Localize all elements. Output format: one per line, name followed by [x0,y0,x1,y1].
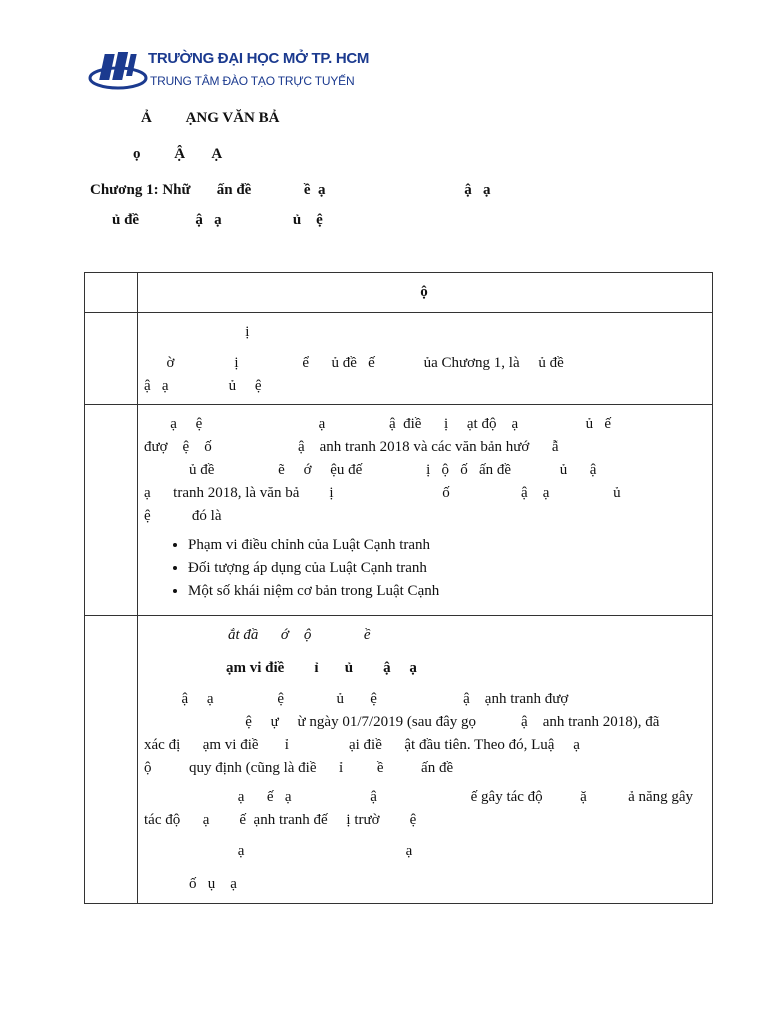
table-cell [85,616,138,904]
text-line: ệ đó là [144,508,222,524]
table-row [85,405,713,616]
table-row [85,616,713,904]
spacer [144,832,704,840]
table-cell [138,616,713,904]
logo [88,44,370,100]
text-line: đượ ệ ố ậ anh tranh 2018 và các văn bản hướ ẫ [144,439,559,455]
table-cell [85,313,138,405]
table-cell [138,313,713,405]
table-header: ộ [138,273,713,313]
content-table [84,272,713,904]
text-line: ố ụ ạ [144,876,237,892]
text-line: ậ ạ ủ ệ [144,378,262,394]
topic-title: ủ đề ậ ạ ủ ệ [112,212,323,228]
logo-subtitle: TRUNG TÂM ĐÀO TẠO TRỰC TUYẾN [150,74,355,88]
document-title: Ả ẠNG VĂN BẢ [141,110,280,126]
text-line: ệ ự ừ ngày 01/7/2019 (sau đây gọ ậ anh tranh 2018), đã [144,714,660,730]
text-line: ạ tranh 2018, là văn bả ị ố ậ ạ ủ [144,485,621,501]
list-item: • Đối tượng áp dụng của Luật Cạnh tranh [188,557,704,580]
book-logo-icon [88,48,150,96]
table-cell [85,273,138,313]
text-line: ủ đề ẽ ớ ệu đế ị ộ ố ấn đề ủ ậ [144,462,597,478]
section-subheading: ạm vi điề ỉ ủ ậ ạ [226,660,417,676]
table-row [85,313,713,405]
table-cell [85,405,138,616]
text-line: ờ ị ể ủ đề ế ủa Chương 1, là ủ đề [144,355,564,371]
text-line: ạ ệ ạ ậ điề ị ạt độ ạ ủ ế [144,416,612,432]
section-heading: ắt đầ ớ ộ ề [228,627,371,643]
course-title: ọ Ậ Ạ [133,146,223,162]
text-line: ậ ạ ệ ủ ệ ậ ạnh tranh đượ [144,691,569,707]
text-line: xác đị ạm vi điề ỉ ại điề ật đầu tiên. Theo đó, Luậ ạ [144,737,580,753]
text-line: ạ ạ [144,843,413,859]
chapter-title: Chương 1: Nhữ ấn đề ề ạ ậ ạ [90,182,491,198]
table-cell [138,405,713,616]
text-line: ộ quy định (cũng là điề ỉ ề ấn đề [144,760,454,776]
text-line: ạ ế ạ ậ ế gây tác độ ặ ả năng gây [144,789,694,805]
spacer [144,863,704,873]
logo-title: TRƯỜNG ĐẠI HỌC MỞ TP. HCM [148,50,370,67]
list-item: • Một số khái niệm cơ bản trong Luật Cạnh [188,580,704,603]
text-line: ị [144,324,250,340]
table-row [85,273,713,313]
list-item: • Phạm vi điều chỉnh của Luật Cạnh tranh [188,534,704,557]
text-line: tác độ ạ ế ạnh tranh đế ị trườ ệ [144,812,417,828]
bullet-list [144,534,704,603]
